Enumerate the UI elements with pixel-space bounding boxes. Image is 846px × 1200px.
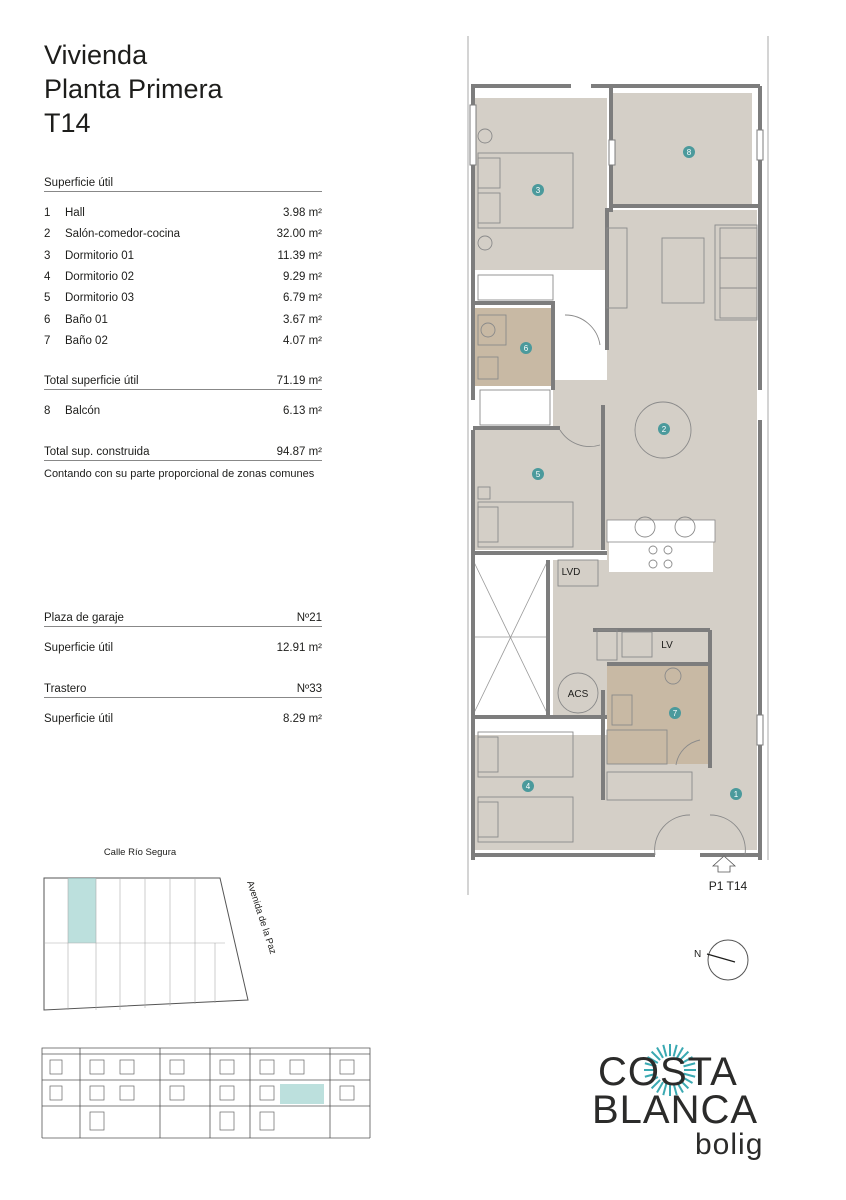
total-util-label: Total superficie útil xyxy=(44,375,139,387)
room-value: 4.07 m² xyxy=(283,334,322,347)
title-line-2: Planta Primera xyxy=(44,74,223,104)
total-construida-value: 94.87 m² xyxy=(276,446,322,458)
garaje-header xyxy=(44,612,322,627)
room-num: 5 xyxy=(44,292,51,305)
garaje-number: Nº21 xyxy=(296,612,322,624)
trastero-superficie-value: 8.29 m² xyxy=(283,713,322,725)
room-row xyxy=(44,207,322,223)
costa-blanca-logo xyxy=(590,1030,770,1170)
garaje-superficie-label: Superficie útil xyxy=(44,642,114,654)
logo-line-2: BLANCA xyxy=(592,1088,759,1132)
room-marker-label: 6 xyxy=(523,344,529,353)
compass-needle-icon xyxy=(707,954,735,962)
zonas-comunes-note: Contando con su parte proporcional de zonas comunes xyxy=(44,468,315,480)
total-util-value: 71.19 m² xyxy=(276,375,322,387)
lvd-label: LVD xyxy=(561,567,581,578)
room-value: 6.79 m² xyxy=(283,292,322,305)
logo-line-3: bolig xyxy=(695,1128,764,1161)
balcon-row xyxy=(44,405,322,421)
total-construida-label: Total sup. construida xyxy=(44,446,150,458)
room-label: Hall xyxy=(65,207,85,219)
room-marker-label: 2 xyxy=(661,425,667,434)
total-util-row xyxy=(44,375,322,390)
room-label: Dormitorio 02 xyxy=(65,270,135,283)
street-right-label: Avenida de la Paz xyxy=(244,879,279,956)
balcon-label: Balcón xyxy=(65,405,101,417)
room-row xyxy=(44,250,322,266)
kitchen-counter xyxy=(609,542,713,572)
room-label: Baño 02 xyxy=(65,334,108,347)
lv-label: LV xyxy=(661,640,673,651)
room-row xyxy=(44,292,322,308)
room-marker-label: 7 xyxy=(672,709,678,718)
room-num: 2 xyxy=(44,228,51,241)
balcon-num: 8 xyxy=(44,405,51,417)
trastero-header-label: Trastero xyxy=(44,683,87,695)
room-label: Baño 01 xyxy=(65,313,108,326)
acs-label: ACS xyxy=(567,689,589,700)
bath-01-floor xyxy=(473,308,553,386)
room-row xyxy=(44,271,322,287)
superficie-header xyxy=(44,177,322,192)
title-line-1: Vivienda xyxy=(44,40,148,70)
room-row xyxy=(44,228,322,244)
bath-02-floor xyxy=(607,664,710,764)
room-num: 3 xyxy=(44,249,51,262)
trastero-header xyxy=(44,683,322,698)
room-marker-label: 4 xyxy=(525,782,531,791)
room-num: 6 xyxy=(44,313,51,326)
compass-n-label: N xyxy=(694,949,702,960)
trastero-number: Nº33 xyxy=(296,683,322,695)
room-label: Dormitorio 03 xyxy=(65,292,135,305)
building-elevation xyxy=(40,1040,380,1140)
garaje-header-label: Plaza de garaje xyxy=(44,612,124,624)
room-value: 9.29 m² xyxy=(283,270,322,283)
room-value: 11.39 m² xyxy=(277,249,322,262)
room-value: 3.98 m² xyxy=(283,207,322,219)
room-value: 3.67 m² xyxy=(283,313,322,326)
room-row xyxy=(44,335,322,351)
compass xyxy=(690,935,760,985)
superficie-header-label: Superficie útil xyxy=(44,177,114,189)
room-value: 32.00 m² xyxy=(276,228,322,241)
room-label: Salón-comedor-cocina xyxy=(65,228,181,241)
entrance-arrow-icon xyxy=(713,856,735,872)
room-row xyxy=(44,314,322,330)
room-num: 4 xyxy=(44,270,51,283)
garaje-superficie-row xyxy=(44,642,322,658)
balcon-value: 6.13 m² xyxy=(283,405,322,417)
street-top-label: Calle Río Segura xyxy=(103,847,177,858)
unit-label: P1 T14 xyxy=(708,879,748,893)
page-title xyxy=(44,38,223,140)
room-label: Dormitorio 01 xyxy=(65,249,135,262)
title-line-3: T14 xyxy=(44,108,91,138)
trastero-superficie-row xyxy=(44,713,322,729)
logo-line-1: COSTA xyxy=(598,1050,738,1094)
room-marker-label: 5 xyxy=(535,470,541,479)
site-highlight xyxy=(68,878,96,943)
kitchen-bar xyxy=(607,520,715,542)
room-marker-label: 8 xyxy=(686,148,692,157)
garaje-superficie-value: 12.91 m² xyxy=(276,642,322,654)
room-marker-label: 1 xyxy=(733,790,739,799)
room-marker-label: 3 xyxy=(535,186,541,195)
room-num: 1 xyxy=(44,207,51,219)
room-num: 7 xyxy=(44,334,51,347)
total-construida-row xyxy=(44,446,322,461)
elevation-highlight xyxy=(280,1084,324,1104)
site-plan xyxy=(40,840,290,1025)
trastero-superficie-label: Superficie útil xyxy=(44,713,114,725)
floor-plan xyxy=(455,30,775,900)
